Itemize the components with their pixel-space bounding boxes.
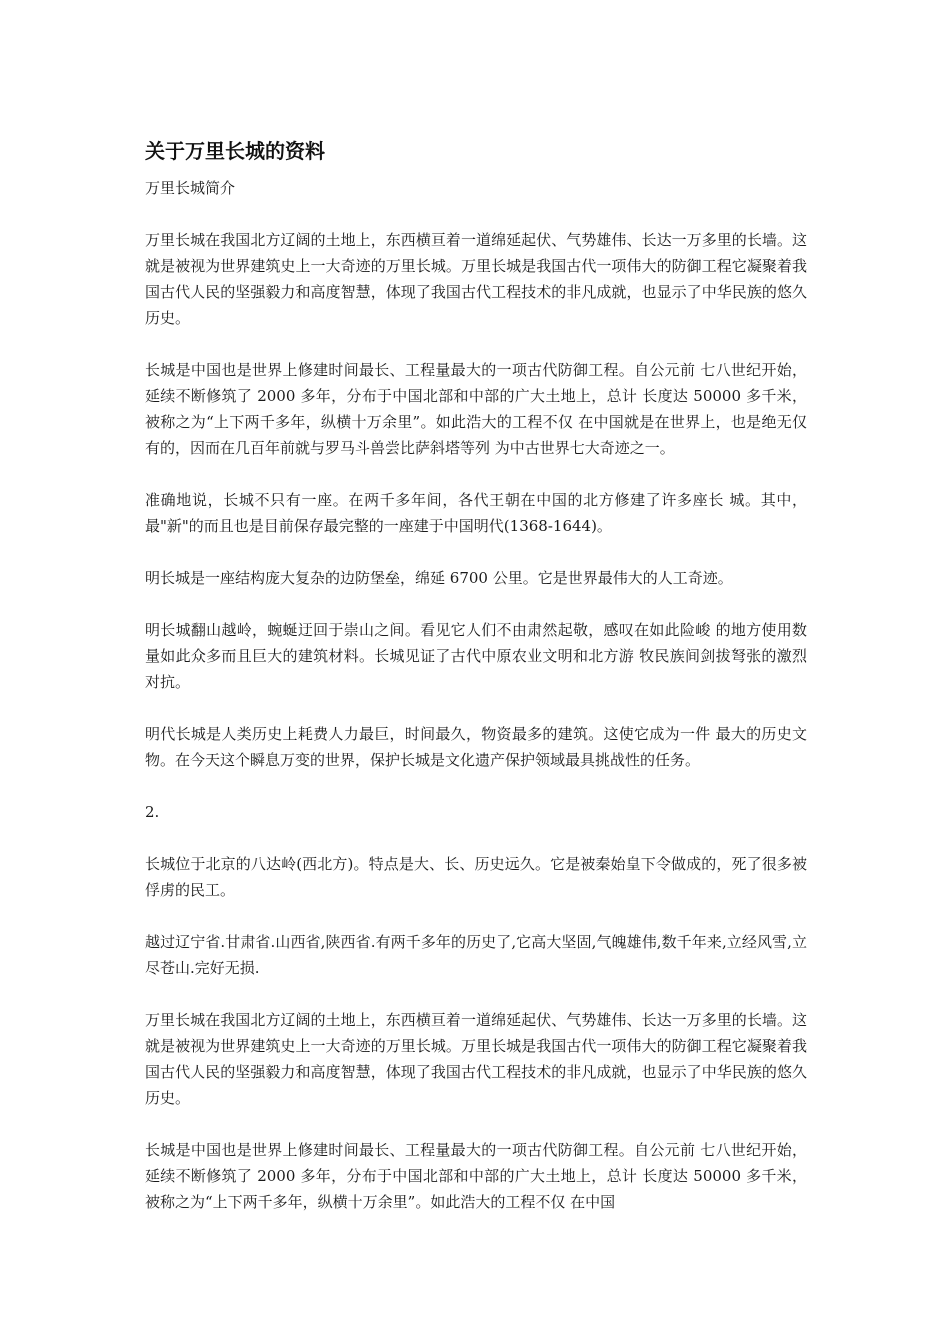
paragraph: 明长城翻山越岭，蜿蜒迂回于崇山之间。看见它人们不由肃然起敬，感叹在如此险峻 的地方使用数量如此众多而且巨大的建筑材料。长城见证了古代中原农业文明和北方游 牧民族间剑拔弩张的激烈对抗。 [145, 621, 807, 691]
paragraph: 长城是中国也是世界上修建时间最长、工程量最大的一项古代防御工程。自公元前 七八世纪开始，延续不断修筑了 2000 多年，分布于中国北部和中部的广大土地上，总计 长度达 50000 多千米，被称之为“上下两千多年，纵横十万余里”。如此浩大的工程不仅 在中国 [145, 1141, 807, 1211]
section-number: 2. [145, 803, 160, 821]
document-subtitle: 万里长城简介 [145, 179, 236, 197]
paragraph: 万里长城在我国北方辽阔的土地上，东西横亘着一道绵延起伏、气势雄伟、长达一万多里的长墙。这就是被视为世界建筑史上一大奇迹的万里长城。万里长城是我国古代一项伟大的防御工程它凝聚着我国古代人民的坚强毅力和高度智慧，体现了我国古代工程技术的非凡成就，也显示了中华民族的悠久历史。 [145, 1011, 807, 1107]
paragraph: 准确地说，长城不只有一座。在两千多年间，各代王朝在中国的北方修建了许多座长 城。其中，最"新"的而且也是目前保存最完整的一座建于中国明代(1368-1644)。 [145, 491, 807, 535]
paragraph: 明代长城是人类历史上耗费人力最巨，时间最久，物资最多的建筑。这使它成为一件 最大的历史文物。在今天这个瞬息万变的世界，保护长城是文化遗产保护领域最具挑战性的任务。 [145, 725, 807, 769]
paragraph: 越过辽宁省.甘肃省.山西省,陕西省.有两千多年的历史了,它高大坚固,气魄雄伟,数千年来,立经风雪,立尽苍山.完好无损. [145, 933, 807, 977]
paragraph: 万里长城在我国北方辽阔的土地上，东西横亘着一道绵延起伏、气势雄伟、长达一万多里的长墙。这就是被视为世界建筑史上一大奇迹的万里长城。万里长城是我国古代一项伟大的防御工程它凝聚着我国古代人民的坚强毅力和高度智慧，体现了我国古代工程技术的非凡成就，也显示了中华民族的悠久历史。 [145, 231, 807, 327]
document-title: 关于万里长城的资料 [145, 139, 325, 163]
paragraph: 明长城是一座结构庞大复杂的边防堡垒，绵延 6700 公里。它是世界最伟大的人工奇迹。 [145, 569, 733, 587]
paragraph: 长城是中国也是世界上修建时间最长、工程量最大的一项古代防御工程。自公元前 七八世纪开始，延续不断修筑了 2000 多年，分布于中国北部和中部的广大土地上，总计 长度达 50000 多千米，被称之为“上下两千多年，纵横十万余里”。如此浩大的工程不仅 在中国就是在世界上，也是绝无仅有的，因而在几百年前就与罗马斗兽尝比萨斜塔等列 为中古世界七大奇迹之一。 [145, 361, 807, 457]
document-body [145, 136, 807, 1215]
paragraph: 长城位于北京的八达岭(西北方)。特点是大、长、历史远久。它是被秦始皇下令做成的，死了很多被俘虏的民工。 [145, 855, 807, 899]
